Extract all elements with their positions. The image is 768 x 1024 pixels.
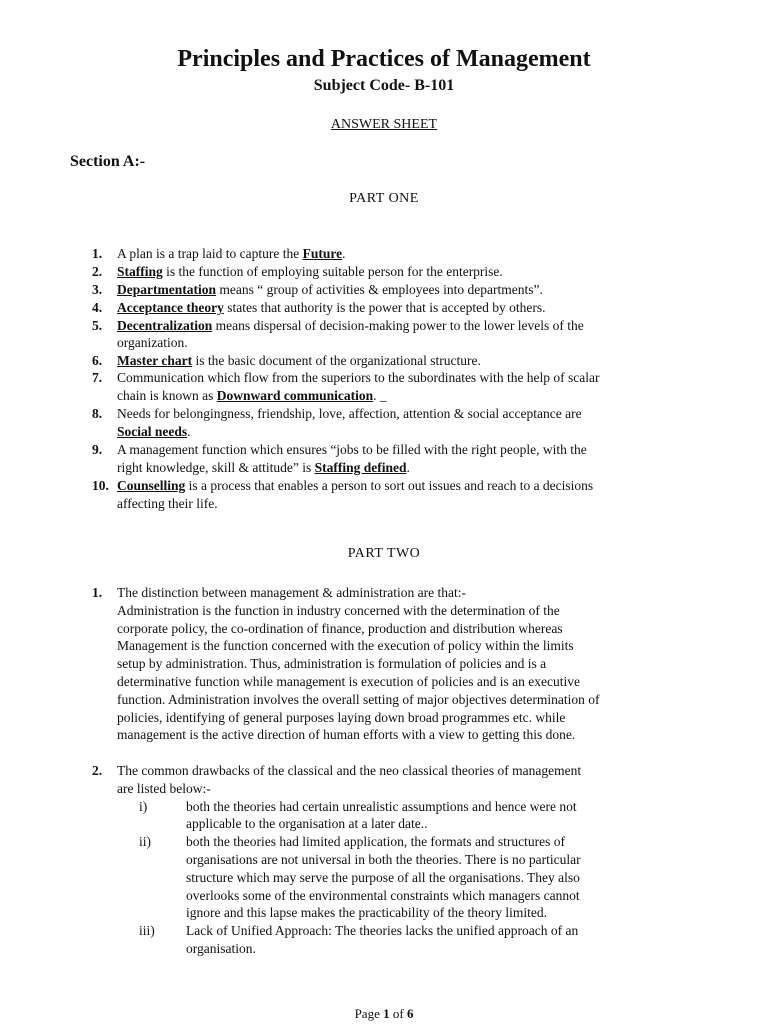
page-total: 6 bbox=[406, 1006, 414, 1021]
key-term: Future bbox=[302, 246, 343, 261]
sub-item-line: ignore and this lapse makes the practicability of the theory limited. bbox=[186, 905, 548, 920]
sub-item-line: overlooks some of the environmental constraints which managers cannot bbox=[186, 888, 580, 903]
list-item-number: 5. bbox=[92, 318, 103, 333]
item-text: . bbox=[342, 246, 346, 261]
list-item bbox=[117, 245, 345, 262]
sub-item-line: organisations are not universal in both the theories. There is no particular bbox=[186, 852, 581, 867]
list-item bbox=[117, 263, 503, 280]
sub-item-label: iii) bbox=[139, 923, 155, 938]
list-item bbox=[117, 352, 481, 369]
sub-item-line: applicable to the organisation at a later date.. bbox=[186, 816, 428, 831]
item-text: . bbox=[187, 424, 191, 439]
part-one-heading: PART ONE bbox=[349, 191, 419, 206]
item-text: states that authority is the power that is accepted by others. bbox=[223, 300, 546, 315]
paragraph-line: corporate policy, the co-ordination of finance, production and distribution whereas bbox=[117, 621, 563, 636]
paragraph-line: policies, identifying of general purposes laying down broad programmes etc. while bbox=[117, 710, 566, 725]
list-item-number: 8. bbox=[92, 406, 103, 421]
item-text: chain is known as bbox=[117, 388, 217, 403]
list-item-number: 1. bbox=[92, 246, 103, 261]
list-item-number: 7. bbox=[92, 370, 103, 385]
paragraph-line: setup by administration. Thus, administration is formulation of policies and is a bbox=[117, 656, 547, 671]
list-item-continuation bbox=[117, 423, 191, 440]
page-number: 1 bbox=[383, 1006, 390, 1021]
list-item: Communication which flow from the superiors to the subordinates with the help of scalar bbox=[117, 370, 600, 385]
list-item-number: 9. bbox=[92, 442, 103, 457]
sub-item-line: both the theories had limited application, the formats and structures of bbox=[186, 834, 566, 849]
list-item bbox=[117, 477, 593, 494]
key-term: Departmentation bbox=[117, 282, 216, 297]
list-item-number: 2. bbox=[92, 264, 103, 279]
item-text: is a process that enables a person to sort out issues and reach to a decisions bbox=[185, 478, 594, 493]
key-term: Acceptance theory bbox=[117, 300, 224, 315]
item-text: means dispersal of decision-making power to the lower levels of the bbox=[212, 318, 584, 333]
paragraph-line: Administration is the function in industry concerned with the determination of the bbox=[117, 603, 560, 618]
list-item-number: 1. bbox=[92, 585, 103, 600]
list-item: A management function which ensures “jobs to be filled with the right people, with the bbox=[117, 442, 587, 457]
paragraph-line: The common drawbacks of the classical and the neo classical theories of management bbox=[117, 763, 582, 778]
key-term: Counselling bbox=[117, 478, 186, 493]
document-title: Principles and Practices of Management bbox=[177, 46, 591, 72]
sub-item-label: i) bbox=[139, 799, 148, 814]
item-text: is the function of employing suitable person for the enterprise. bbox=[162, 264, 503, 279]
list-item-continuation: affecting their life. bbox=[117, 496, 218, 511]
item-text: A plan is a trap laid to capture the bbox=[117, 246, 303, 261]
item-text: right knowledge, skill & attitude” is bbox=[117, 460, 315, 475]
list-item-number: 3. bbox=[92, 282, 103, 297]
list-item bbox=[117, 317, 584, 334]
sub-item-line: Lack of Unified Approach: The theories lacks the unified approach of an bbox=[186, 923, 579, 938]
key-term: Staffing defined bbox=[314, 460, 407, 475]
item-text: is the basic document of the organizational structure. bbox=[192, 353, 481, 368]
answer-sheet-heading: ANSWER SHEET bbox=[330, 117, 438, 132]
list-item bbox=[117, 281, 543, 298]
paragraph-line: Management is the function concerned with the execution of policy within the limits bbox=[117, 638, 574, 653]
paragraph-line: The distinction between management & administration are that:- bbox=[117, 585, 467, 600]
sub-item-line: both the theories had certain unrealistic assumptions and hence were not bbox=[186, 799, 577, 814]
page-of-label: of bbox=[389, 1006, 407, 1021]
list-item-continuation bbox=[117, 387, 387, 404]
list-item: Needs for belongingness, friendship, love, affection, attention & social acceptance are bbox=[117, 406, 582, 421]
key-term: Staffing bbox=[117, 264, 163, 279]
part-two-heading: PART TWO bbox=[347, 546, 421, 561]
section-a-label: Section A:- bbox=[70, 153, 146, 170]
list-item-number: 6. bbox=[92, 353, 103, 368]
list-item bbox=[117, 299, 546, 316]
list-item-continuation: organization. bbox=[117, 335, 188, 350]
paragraph-line: management is the active direction of human efforts with a view to getting this done. bbox=[117, 727, 576, 742]
list-item-number: 10. bbox=[92, 478, 109, 493]
page-footer bbox=[0, 1006, 768, 1022]
subject-code: Subject Code- B-101 bbox=[313, 77, 455, 94]
list-item-continuation bbox=[117, 459, 410, 476]
paragraph-line: are listed below:- bbox=[117, 781, 211, 796]
sub-item-label: ii) bbox=[139, 834, 151, 849]
item-text: . bbox=[406, 460, 410, 475]
key-term: Downward communication bbox=[216, 388, 374, 403]
list-item-number: 4. bbox=[92, 300, 103, 315]
item-text: means “ group of activities & employees into departments”. bbox=[215, 282, 543, 297]
item-text: . _ bbox=[373, 388, 387, 403]
sub-item-line: organisation. bbox=[186, 941, 256, 956]
key-term: Decentralization bbox=[117, 318, 213, 333]
sub-item-line: structure which may serve the purpose of all the organisations. They also bbox=[186, 870, 580, 885]
key-term: Master chart bbox=[117, 353, 193, 368]
key-term: Social needs bbox=[117, 424, 188, 439]
paragraph-line: function. Administration involves the overall setting of major objectives determination of bbox=[117, 692, 600, 707]
page-label: Page bbox=[354, 1006, 384, 1021]
paragraph-line: determinative function while management is execution of policies and is an executive bbox=[117, 674, 580, 689]
list-item-number: 2. bbox=[92, 763, 103, 778]
